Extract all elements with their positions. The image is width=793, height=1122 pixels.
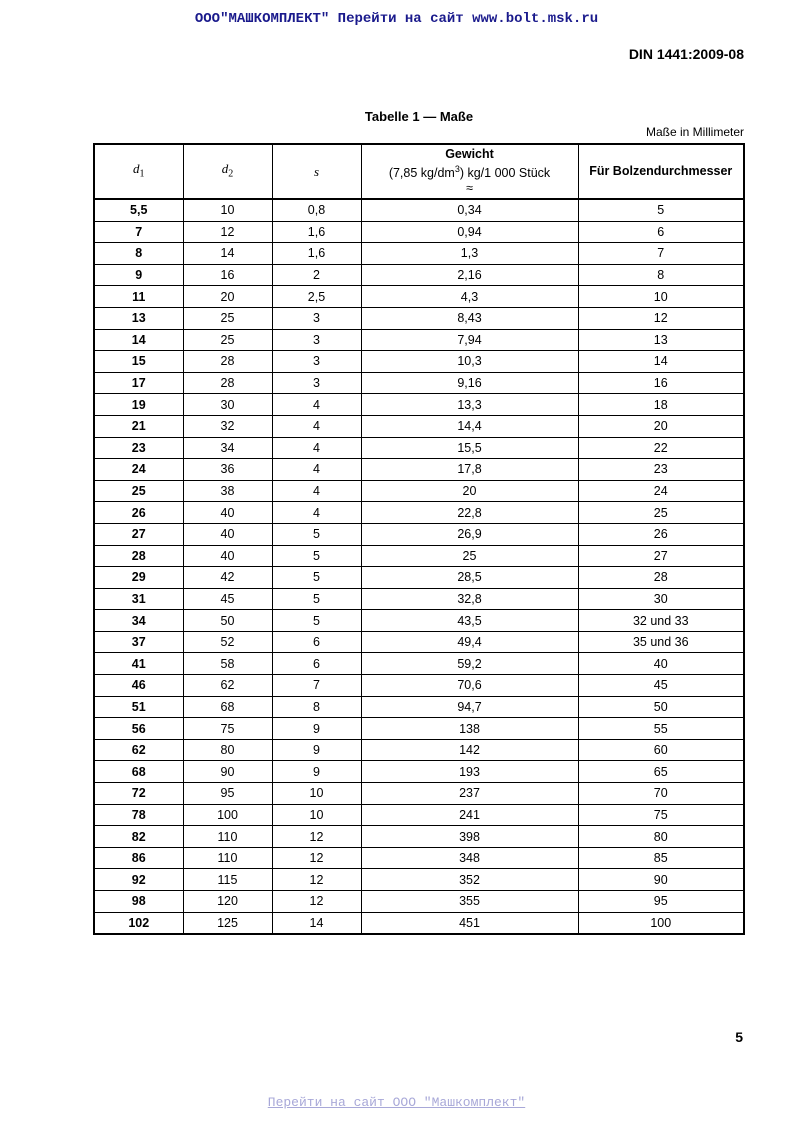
cell-weight: 70,6 xyxy=(361,675,578,697)
cell-d2: 115 xyxy=(183,869,272,891)
table-row xyxy=(94,437,744,459)
cell-d1: 27 xyxy=(94,523,183,545)
cell-d1: 17 xyxy=(94,372,183,394)
column-header-s xyxy=(272,144,361,199)
table-row xyxy=(94,675,744,697)
cell-weight: 193 xyxy=(361,761,578,783)
cell-bolt-diameter: 23 xyxy=(578,459,744,481)
cell-d2: 62 xyxy=(183,675,272,697)
cell-s: 1,6 xyxy=(272,221,361,243)
footer-site-link[interactable]: Перейти на сайт ООО "Машкомплект" xyxy=(267,1095,526,1110)
cell-weight: 1,3 xyxy=(361,243,578,265)
cell-d1: 14 xyxy=(94,329,183,351)
cell-bolt-diameter: 25 xyxy=(578,502,744,524)
cell-d2: 40 xyxy=(183,502,272,524)
cell-bolt-diameter: 26 xyxy=(578,523,744,545)
column-header-d1 xyxy=(94,144,183,199)
cell-d1: 24 xyxy=(94,459,183,481)
cell-bolt-diameter: 95 xyxy=(578,891,744,913)
table-row xyxy=(94,826,744,848)
cell-bolt-diameter: 90 xyxy=(578,869,744,891)
cell-bolt-diameter: 100 xyxy=(578,912,744,934)
cell-d1: 26 xyxy=(94,502,183,524)
header-site-link[interactable]: ООО"МАШКОМПЛЕКТ" Перейти на сайт www.bolt.msk.ru xyxy=(194,11,599,27)
table-row xyxy=(94,394,744,416)
weight-unit: ) kg/1 000 Stück xyxy=(459,166,551,181)
cell-d1: 92 xyxy=(94,869,183,891)
s-symbol: s xyxy=(313,163,320,179)
cell-bolt-diameter: 45 xyxy=(578,675,744,697)
cell-weight: 348 xyxy=(361,847,578,869)
cell-bolt-diameter: 12 xyxy=(578,307,744,329)
table-row xyxy=(94,783,744,805)
cell-s: 2 xyxy=(272,264,361,286)
cell-s: 9 xyxy=(272,761,361,783)
cell-weight: 10,3 xyxy=(361,351,578,373)
cell-d2: 28 xyxy=(183,351,272,373)
cell-d2: 25 xyxy=(183,329,272,351)
cell-d1: 102 xyxy=(94,912,183,934)
cell-d2: 20 xyxy=(183,286,272,308)
cell-d2: 42 xyxy=(183,567,272,589)
cell-s: 6 xyxy=(272,631,361,653)
table-row xyxy=(94,696,744,718)
cell-d2: 58 xyxy=(183,653,272,675)
cell-d2: 40 xyxy=(183,545,272,567)
cell-d1: 7 xyxy=(94,221,183,243)
cell-d2: 16 xyxy=(183,264,272,286)
cell-bolt-diameter: 85 xyxy=(578,847,744,869)
cell-bolt-diameter: 27 xyxy=(578,545,744,567)
weight-header-title: Gewicht xyxy=(445,146,494,161)
weight-density: (7,85 kg/dm xyxy=(388,166,455,181)
cell-bolt-diameter: 50 xyxy=(578,696,744,718)
table-row xyxy=(94,264,744,286)
cell-bolt-diameter: 8 xyxy=(578,264,744,286)
cell-d1: 23 xyxy=(94,437,183,459)
cell-d2: 90 xyxy=(183,761,272,783)
cell-s: 12 xyxy=(272,869,361,891)
cell-d2: 52 xyxy=(183,631,272,653)
cell-weight: 2,16 xyxy=(361,264,578,286)
cell-d1: 11 xyxy=(94,286,183,308)
table-row xyxy=(94,502,744,524)
cell-d2: 30 xyxy=(183,394,272,416)
cell-d1: 25 xyxy=(94,480,183,502)
weight-approx-symbol: ≈ xyxy=(466,181,473,196)
table-row xyxy=(94,912,744,934)
cell-s: 4 xyxy=(272,459,361,481)
cell-s: 2,5 xyxy=(272,286,361,308)
cell-d1: 13 xyxy=(94,307,183,329)
cell-s: 1,6 xyxy=(272,243,361,265)
cell-bolt-diameter: 55 xyxy=(578,718,744,740)
cell-weight: 7,94 xyxy=(361,329,578,351)
cell-bolt-diameter: 40 xyxy=(578,653,744,675)
cell-d2: 75 xyxy=(183,718,272,740)
cell-d1: 62 xyxy=(94,739,183,761)
table-row xyxy=(94,588,744,610)
cell-s: 5 xyxy=(272,567,361,589)
cell-d2: 100 xyxy=(183,804,272,826)
table-row xyxy=(94,459,744,481)
cell-s: 5 xyxy=(272,545,361,567)
table-row xyxy=(94,631,744,653)
cell-bolt-diameter: 10 xyxy=(578,286,744,308)
cell-weight: 13,3 xyxy=(361,394,578,416)
cell-d2: 95 xyxy=(183,783,272,805)
cell-d2: 36 xyxy=(183,459,272,481)
cell-weight: 59,2 xyxy=(361,653,578,675)
d1-subscript: 1 xyxy=(139,168,145,180)
table-row xyxy=(94,545,744,567)
cell-bolt-diameter: 14 xyxy=(578,351,744,373)
table-row xyxy=(94,199,744,221)
cell-s: 9 xyxy=(272,718,361,740)
cell-s: 5 xyxy=(272,588,361,610)
cell-s: 9 xyxy=(272,739,361,761)
table-row xyxy=(94,415,744,437)
cell-bolt-diameter: 75 xyxy=(578,804,744,826)
cell-d2: 68 xyxy=(183,696,272,718)
cell-bolt-diameter: 13 xyxy=(578,329,744,351)
cell-d2: 38 xyxy=(183,480,272,502)
cell-weight: 28,5 xyxy=(361,567,578,589)
table-row xyxy=(94,847,744,869)
cell-d1: 15 xyxy=(94,351,183,373)
cell-s: 12 xyxy=(272,847,361,869)
cell-d1: 19 xyxy=(94,394,183,416)
cell-d1: 51 xyxy=(94,696,183,718)
cell-d2: 120 xyxy=(183,891,272,913)
cell-d1: 21 xyxy=(94,415,183,437)
cell-weight: 4,3 xyxy=(361,286,578,308)
cell-s: 5 xyxy=(272,610,361,632)
cell-d2: 25 xyxy=(183,307,272,329)
cell-bolt-diameter: 65 xyxy=(578,761,744,783)
units-note: Maße in Millimeter xyxy=(645,125,744,139)
cell-d1: 31 xyxy=(94,588,183,610)
cell-d2: 110 xyxy=(183,847,272,869)
cell-weight: 8,43 xyxy=(361,307,578,329)
cell-bolt-diameter: 7 xyxy=(578,243,744,265)
cell-weight: 49,4 xyxy=(361,631,578,653)
table-row xyxy=(94,567,744,589)
cell-d1: 8 xyxy=(94,243,183,265)
cell-d2: 45 xyxy=(183,588,272,610)
cell-d2: 34 xyxy=(183,437,272,459)
cell-weight: 17,8 xyxy=(361,459,578,481)
cell-weight: 43,5 xyxy=(361,610,578,632)
cell-d1: 98 xyxy=(94,891,183,913)
cell-s: 3 xyxy=(272,329,361,351)
table-title: Tabelle 1 — Maße xyxy=(364,109,474,124)
dimensions-table xyxy=(93,143,745,935)
cell-s: 4 xyxy=(272,437,361,459)
table-row xyxy=(94,523,744,545)
cell-d1: 56 xyxy=(94,718,183,740)
cell-bolt-diameter: 18 xyxy=(578,394,744,416)
table-row xyxy=(94,653,744,675)
table-row xyxy=(94,610,744,632)
cell-s: 12 xyxy=(272,826,361,848)
cell-weight: 241 xyxy=(361,804,578,826)
cell-weight: 142 xyxy=(361,739,578,761)
cell-d1: 29 xyxy=(94,567,183,589)
cell-d1: 5,5 xyxy=(94,199,183,221)
cell-bolt-diameter: 32 und 33 xyxy=(578,610,744,632)
table-row xyxy=(94,480,744,502)
cell-bolt-diameter: 20 xyxy=(578,415,744,437)
cell-weight: 20 xyxy=(361,480,578,502)
cell-d2: 125 xyxy=(183,912,272,934)
cell-d2: 40 xyxy=(183,523,272,545)
cell-s: 5 xyxy=(272,523,361,545)
cell-bolt-diameter: 22 xyxy=(578,437,744,459)
column-header-bolt-diameter xyxy=(578,144,744,199)
cell-weight: 14,4 xyxy=(361,415,578,437)
cell-s: 8 xyxy=(272,696,361,718)
cell-d2: 80 xyxy=(183,739,272,761)
table-row xyxy=(94,891,744,913)
table-row xyxy=(94,351,744,373)
column-header-d2 xyxy=(183,144,272,199)
cell-s: 3 xyxy=(272,372,361,394)
cell-s: 10 xyxy=(272,783,361,805)
cell-weight: 398 xyxy=(361,826,578,848)
cell-d2: 32 xyxy=(183,415,272,437)
cell-s: 4 xyxy=(272,415,361,437)
cell-d1: 9 xyxy=(94,264,183,286)
cell-s: 10 xyxy=(272,804,361,826)
cell-d2: 110 xyxy=(183,826,272,848)
d2-subscript: 2 xyxy=(228,168,234,180)
cell-weight: 32,8 xyxy=(361,588,578,610)
cell-weight: 22,8 xyxy=(361,502,578,524)
cell-bolt-diameter: 35 und 36 xyxy=(578,631,744,653)
cell-d1: 78 xyxy=(94,804,183,826)
cell-d1: 34 xyxy=(94,610,183,632)
cell-d1: 68 xyxy=(94,761,183,783)
table-row xyxy=(94,718,744,740)
table-row xyxy=(94,329,744,351)
cell-d1: 72 xyxy=(94,783,183,805)
table-row xyxy=(94,869,744,891)
table-row xyxy=(94,243,744,265)
cell-weight: 0,34 xyxy=(361,199,578,221)
cell-d2: 14 xyxy=(183,243,272,265)
cell-s: 7 xyxy=(272,675,361,697)
cell-bolt-diameter: 5 xyxy=(578,199,744,221)
cell-s: 6 xyxy=(272,653,361,675)
bolt-header-label: Für Bolzendurchmesser xyxy=(589,164,733,178)
cell-bolt-diameter: 80 xyxy=(578,826,744,848)
cell-d1: 46 xyxy=(94,675,183,697)
cell-d1: 28 xyxy=(94,545,183,567)
table-row xyxy=(94,286,744,308)
table-row xyxy=(94,804,744,826)
cell-weight: 0,94 xyxy=(361,221,578,243)
cell-s: 14 xyxy=(272,912,361,934)
table-row xyxy=(94,221,744,243)
table-row xyxy=(94,307,744,329)
cell-s: 3 xyxy=(272,307,361,329)
weight-density-exponent: 3 xyxy=(454,163,460,174)
cell-s: 4 xyxy=(272,394,361,416)
cell-d2: 50 xyxy=(183,610,272,632)
column-header-weight xyxy=(361,144,578,199)
cell-weight: 25 xyxy=(361,545,578,567)
cell-d2: 12 xyxy=(183,221,272,243)
cell-bolt-diameter: 70 xyxy=(578,783,744,805)
cell-bolt-diameter: 24 xyxy=(578,480,744,502)
standard-number: DIN 1441:2009-08 xyxy=(628,46,744,62)
cell-bolt-diameter: 6 xyxy=(578,221,744,243)
cell-weight: 9,16 xyxy=(361,372,578,394)
cell-d1: 86 xyxy=(94,847,183,869)
cell-weight: 451 xyxy=(361,912,578,934)
cell-d2: 10 xyxy=(183,199,272,221)
cell-s: 4 xyxy=(272,502,361,524)
table-row xyxy=(94,739,744,761)
table-row xyxy=(94,372,744,394)
cell-weight: 352 xyxy=(361,869,578,891)
cell-weight: 355 xyxy=(361,891,578,913)
cell-s: 4 xyxy=(272,480,361,502)
table-row xyxy=(94,761,744,783)
cell-d1: 41 xyxy=(94,653,183,675)
weight-header-subtitle xyxy=(362,162,578,181)
cell-bolt-diameter: 60 xyxy=(578,739,744,761)
cell-s: 12 xyxy=(272,891,361,913)
cell-d2: 28 xyxy=(183,372,272,394)
page-number: 5 xyxy=(735,1029,743,1045)
cell-d1: 82 xyxy=(94,826,183,848)
d1-symbol: d xyxy=(133,161,140,177)
cell-weight: 237 xyxy=(361,783,578,805)
cell-weight: 138 xyxy=(361,718,578,740)
cell-bolt-diameter: 16 xyxy=(578,372,744,394)
cell-bolt-diameter: 30 xyxy=(578,588,744,610)
cell-s: 3 xyxy=(272,351,361,373)
d2-symbol: d xyxy=(221,161,229,177)
cell-weight: 15,5 xyxy=(361,437,578,459)
cell-weight: 94,7 xyxy=(361,696,578,718)
table-header-row xyxy=(94,144,744,199)
cell-d1: 37 xyxy=(94,631,183,653)
cell-weight: 26,9 xyxy=(361,523,578,545)
cell-bolt-diameter: 28 xyxy=(578,567,744,589)
cell-s: 0,8 xyxy=(272,199,361,221)
